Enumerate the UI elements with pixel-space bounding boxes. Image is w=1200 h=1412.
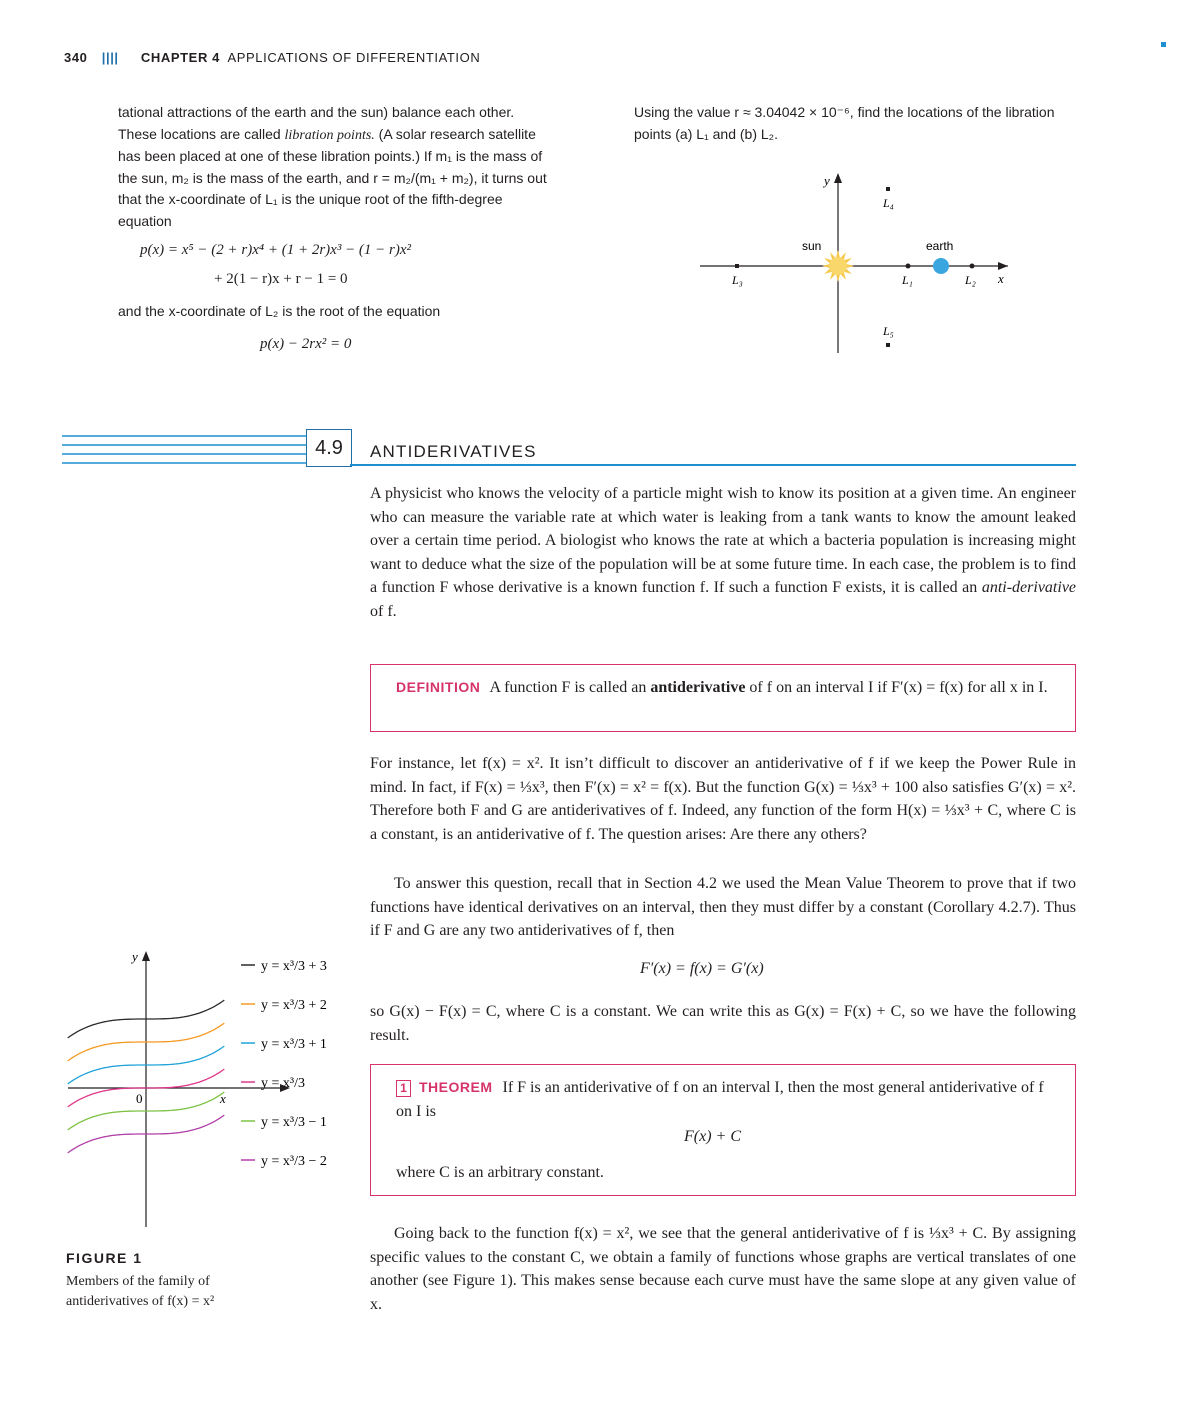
earth-icon [933,258,949,274]
theorem-label: THEOREM [419,1079,493,1095]
l2-point [970,264,975,269]
legend-label-4: y = x³/3 − 1 [261,1115,327,1130]
figure-caption: Members of the family of antiderivatives of f(x) = x² [66,1274,215,1309]
x-arrow-icon [998,262,1008,270]
exercise-text-a: tational attractions of the earth and the sun) balance each other. These locations are called [118,104,515,142]
y-arrow-icon [834,173,842,183]
paragraph-mvt: To answer this question, recall that in Section 4.2 we used the Mean Value Theorem to prove that if two functions have identical derivatives on an interval, then they must differ by a constant (Corollary 4.2.7). Thus if F and G are any two antiderivatives of f, then [370,875,1076,939]
libration-term: libration points. [284,127,375,143]
legend-label-2: y = x³/3 + 1 [261,1037,327,1052]
paragraph-result: so G(x) − F(x) = C, where C is a constant. We can write this as G(x) = F(x) + C, so we have the following result. [370,1003,1076,1044]
section-divider [350,464,1076,466]
l5-point [886,343,890,347]
paragraph-family: Going back to the function f(x) = x², we see that the general antiderivative of f is ⅓x³ + C. By assigning specific values to the constant C, we obtain a family of functions whose graphs are vertical translates of one another (see Figure 1). This makes sense because each curve must have the same slope at any given value of x. [370,1225,1076,1313]
earth-label: earth [926,239,954,253]
paragraph-intro [370,482,1076,623]
sun-label: sun [802,239,822,253]
legend-label-3: y = x³/3 [261,1076,305,1091]
diagram-y-label: y [824,173,830,188]
exercise-text-b: (A solar research satellite has been placed at one of these libration points.) If m₁ is the mass of the sun, m₂ is the mass of the earth, and r = m₂/(m₁ + m₂), it turns out that the x-coordinate of L₁ is the unique root of the fifth-degree equation [118,125,547,229]
fig-y-label: y [132,949,138,964]
antiderivative-term: anti-derivative [981,579,1077,596]
l1-label: L₁ [902,273,913,287]
exercise-left-text [118,102,548,232]
legend-label-5: y = x³/3 − 2 [261,1154,327,1169]
chapter-label: CHAPTER 4 [140,50,220,65]
fig-origin-label: 0 [136,1091,143,1106]
chapter-title: APPLICATIONS OF DIFFERENTIATION [227,50,481,65]
definition-text [396,676,1066,700]
l3-label: L₃ [732,273,743,287]
intro-text: A physicist who knows the velocity of a particle might wish to know its position at a given time. An engineer who can measure the variable rate at which water is leaking from a tank wants to know the amount leaked over a certain time period. A biologist who knows the rate at which a bacteria population is increasing might want to deduce what the size of the population will be at some future time. In each case, the problem is to find a function F whose derivative is a known function f. If such a function F exists, it is called an [370,485,1076,596]
theorem-where: where C is an arbitrary constant. [396,1164,604,1181]
equation-fifth-degree: p(x) = x⁵ − (2 + r)x⁴ + (1 + 2r)x³ − (1 − r)x² [140,242,412,258]
l2-label: L₂ [965,273,976,287]
theorem-text [396,1076,1062,1123]
l4-point [886,187,890,191]
definition-part-2: of f on an interval I if F′(x) = f(x) for all x in I. [749,679,1048,696]
theorem-formula: F(x) + C [684,1128,741,1145]
section-rules [62,432,306,468]
corner-marker [1161,42,1166,47]
l3-point [735,264,739,268]
exercise-left-text-2: and the x-coordinate of L₂ is the root of the equation [118,303,441,319]
l4-label: L₄ [883,196,894,210]
equation-fifth-degree-cont: + 2(1 − r)x + r − 1 = 0 [214,271,348,287]
exercise-right-text: Using the value r ≈ 3.04042 × 10⁻⁶, find the locations of the libration points (a) L₁ and (b) L₂. [634,104,1055,142]
definition-label: DEFINITION [396,679,481,695]
theorem-statement: If F is an antiderivative of f on an interval I, then the most general antiderivative of f on I is [396,1079,1044,1120]
fig-x-label: x [220,1091,226,1106]
paragraph-power-rule: For instance, let f(x) = x². It isn’t difficult to discover an antiderivative of f if we keep the Power Rule in mind. In fact, if F(x) = ⅓x³, then F′(x) = x² = f(x). But the function G(x) = ⅓x³ + 100 also satisfies G′(x) = x². Therefore both F and G are antiderivatives of f. Indeed, any function of the form H(x) = ⅓x³ + C, where C is a constant, is an antiderivative of f. The question arises: Are there any others? [370,755,1076,843]
equation-derivatives: F′(x) = f(x) = G′(x) [640,960,764,977]
running-header [64,50,480,65]
sun-icon [822,250,854,282]
l1-point [906,264,911,269]
definition-bold-term: antiderivative [650,679,746,696]
page-number: 340 [64,50,88,65]
figure-antiderivatives [60,945,360,1235]
diagram-x-label: x [998,271,1004,286]
legend-label-1: y = x³/3 + 2 [261,998,327,1013]
intro-end: of f. [370,602,397,620]
figure-label: FIGURE 1 [66,1250,143,1266]
fig-y-arrow-icon [142,951,150,961]
l5-label: L₅ [883,324,894,338]
definition-part-1: A function F is called an [489,679,647,696]
libration-diagram [690,165,1020,360]
legend-label-0: y = x³/3 + 3 [261,959,327,974]
theorem-number: 1 [396,1080,411,1097]
header-bars: |||| [101,50,119,65]
section-title: ANTIDERIVATIVES [370,442,537,461]
equation-l2: p(x) − 2rx² = 0 [260,336,352,352]
section-number: 4.9 [306,429,352,467]
